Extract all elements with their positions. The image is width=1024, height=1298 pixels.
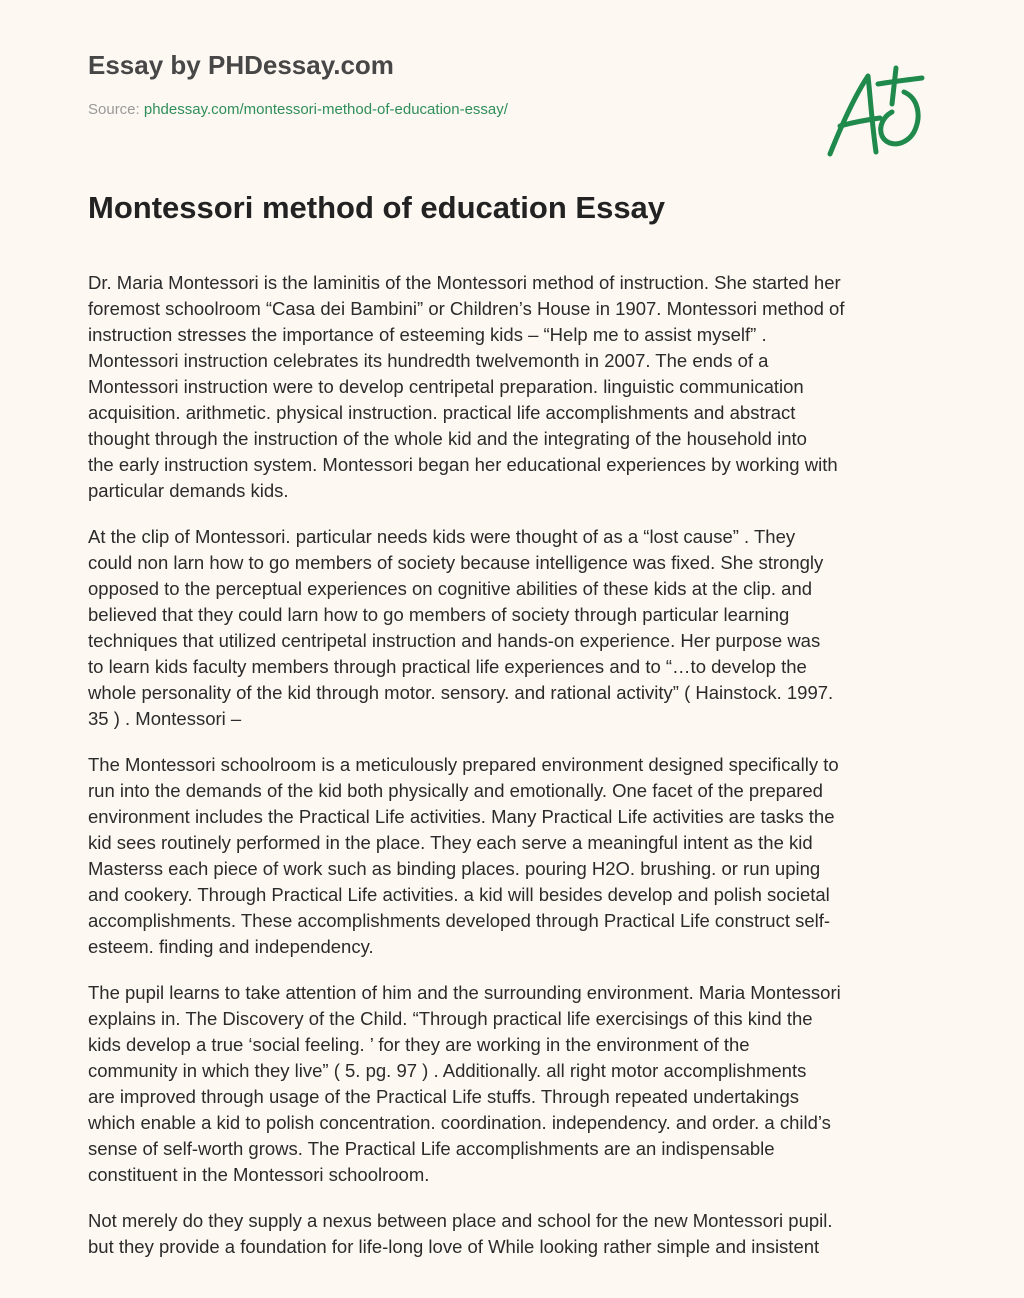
- paragraph-line: accomplishments. These accomplishments developed through Practical Life construct self-: [88, 910, 831, 931]
- essay-paragraph: [88, 270, 940, 504]
- paragraph-line: Masterss each piece of work such as binding places. pouring H2O. brushing. or run uping: [88, 858, 821, 879]
- paragraph-line: believed that they could larn how to go members of society through particular learning: [88, 604, 790, 625]
- paragraph-line: but they provide a foundation for life-long love of While looking rather simple and insistent: [88, 1236, 820, 1257]
- paragraph-line: opposed to the perceptual experiences on cognitive abilities of these kids at the clip. and: [88, 578, 813, 599]
- paragraph-line: thought through the instruction of the whole kid and the integrating of the household into: [88, 428, 807, 449]
- essay-paragraph: [88, 1208, 940, 1260]
- paragraph-line: kid sees routinely performed in the place. They each serve a meaningful intent as the kid: [88, 832, 813, 853]
- paragraph-line: run into the demands of the kid both physically and emotionally. One facet of the prepared: [88, 780, 823, 801]
- paragraph-line: to learn kids faculty members through practical life experiences and to “…to develop the: [88, 656, 807, 677]
- essay-body: [88, 270, 940, 1280]
- source-label: Source:: [88, 101, 140, 118]
- a-plus-grade-icon: [822, 64, 928, 160]
- paragraph-line: 35 ) . Montessori –: [88, 708, 242, 729]
- essay-paragraph: [88, 980, 940, 1188]
- paragraph-line: techniques that utilized centripetal instruction and hands-on experience. Her purpose was: [88, 630, 821, 651]
- paragraph-line: The Montessori schoolroom is a meticulously prepared environment designed specifically to: [88, 754, 839, 775]
- paragraph-line: environment includes the Practical Life activities. Many Practical Life activities are tasks the: [88, 806, 835, 827]
- paragraph-line: particular demands kids.: [88, 480, 289, 501]
- paragraph-line: Dr. Maria Montessori is the laminitis of the Montessori method of instruction. She started her: [88, 272, 841, 293]
- source-link[interactable]: phdessay.com/montessori-method-of-education-essay/: [143, 101, 508, 118]
- site-brand: Essay by PHDessay.com: [88, 50, 394, 80]
- paragraph-line: At the clip of Montessori. particular needs kids were thought of as a “lost cause” . They: [88, 526, 796, 547]
- essay-paragraph: [88, 524, 940, 732]
- source-line: [88, 101, 508, 118]
- paragraph-line: esteem. finding and independency.: [88, 936, 374, 957]
- paragraph-line: Montessori instruction celebrates its hundredth twelvemonth in 2007. The ends of a: [88, 350, 769, 371]
- paragraph-line: Not merely do they supply a nexus between place and school for the new Montessori pupil.: [88, 1210, 833, 1231]
- paragraph-line: instruction stresses the importance of esteeming kids – “Help me to assist myself” .: [88, 324, 767, 345]
- paragraph-line: community in which they live” ( 5. pg. 97 ) . Additionally. all right motor accomplishments: [88, 1060, 807, 1081]
- paragraph-line: Montessori instruction were to develop centripetal preparation. linguistic communication: [88, 376, 804, 397]
- paragraph-line: explains in. The Discovery of the Child. “Through practical life exercisings of this kind the: [88, 1008, 813, 1029]
- paragraph-line: The pupil learns to take attention of him and the surrounding environment. Maria Montessori: [88, 982, 841, 1003]
- essay-title: Montessori method of education Essay: [88, 190, 666, 225]
- paragraph-line: kids develop a true ‘social feeling. ’ for they are working in the environment of the: [88, 1034, 750, 1055]
- paragraph-line: foremost schoolroom “Casa dei Bambini” or Children’s House in 1907. Montessori method of: [88, 298, 845, 319]
- paragraph-line: and cookery. Through Practical Life activities. a kid will besides develop and polish societal: [88, 884, 830, 905]
- paragraph-line: are improved through usage of the Practical Life stuffs. Through repeated undertakings: [88, 1086, 799, 1107]
- paragraph-line: could non larn how to go members of society because intelligence was fixed. She strongly: [88, 552, 824, 573]
- paragraph-line: which enable a kid to polish concentration. coordination. independency. and order. a child’s: [88, 1112, 831, 1133]
- paragraph-line: acquisition. arithmetic. physical instruction. practical life accomplishments and abstract: [88, 402, 796, 423]
- paragraph-line: whole personality of the kid through motor. sensory. and rational activity” ( Hainstock. 1997.: [88, 682, 834, 703]
- essay-paragraph: [88, 752, 940, 960]
- paragraph-line: sense of self-worth grows. The Practical Life accomplishments are an indispensable: [88, 1138, 775, 1159]
- paragraph-line: the early instruction system. Montessori began her educational experiences by working with: [88, 454, 838, 475]
- paragraph-line: constituent in the Montessori schoolroom.: [88, 1164, 430, 1185]
